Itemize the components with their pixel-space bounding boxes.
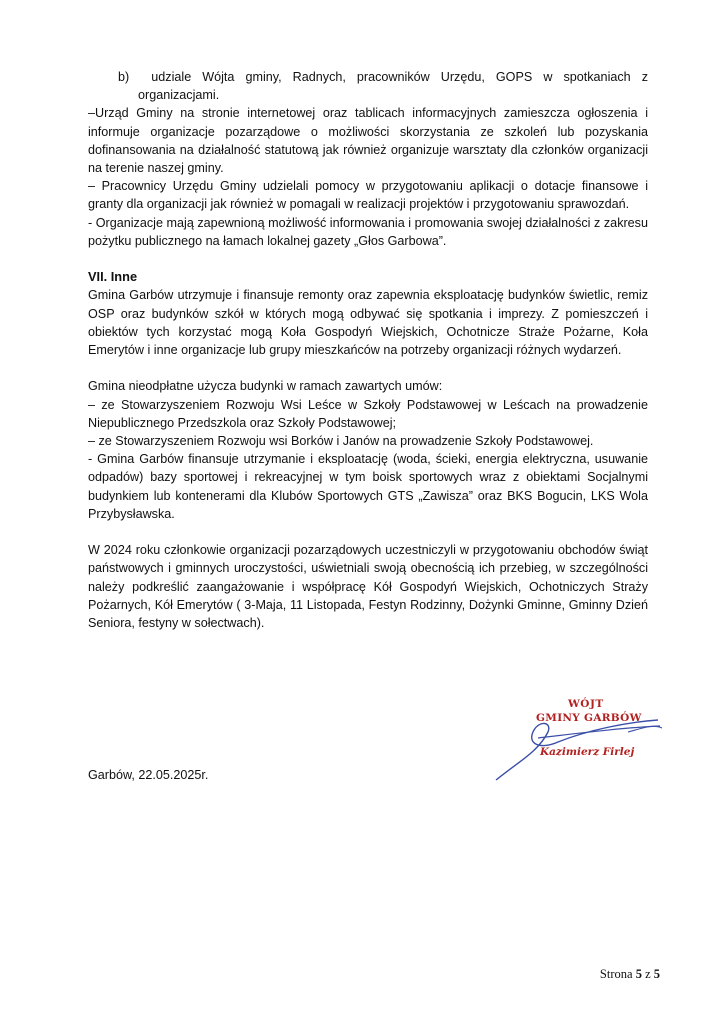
official-stamp — [478, 692, 668, 792]
list-item: – ze Stowarzyszeniem Rozwoju wsi Borków i Janów na prowadzenie Szkoły Podstawowej. — [88, 434, 594, 449]
place-date: Garbów, 22.05.2025r. — [88, 768, 209, 782]
section-heading: VII. Inne — [88, 269, 138, 285]
footer-prefix: Strona — [599, 967, 633, 981]
paragraph: - Organizacje mają zapewnioną możliwość informowania i promowania swojej działalności z zakresu pożytku publicznego na łamach lokalnej gazety „Głos Garbowa”. — [88, 215, 648, 248]
list-item-b — [118, 68, 648, 104]
footer-page: 5 — [635, 967, 642, 981]
stamp-title: WÓJT — [568, 698, 604, 710]
paragraph: – Pracownicy Urzędu Gminy udzielali pomocy w przygotowaniu aplikacji o dotacje finansowe i granty dla organizacji jak również w pomagali w realizacji projektów i przygotowaniu sprawozdań. — [88, 179, 648, 212]
paragraph: –Urząd Gminy na stronie internetowej oraz tablicach informacyjnych zamieszcza ogłoszenia i informuje organizacje pozarządowe o możliwości skorzystania ze szkoleń lub pozyskania dofinansowania na działalność statutową jak również organizuje warsztaty dla członków organizacji na terenie naszej gminy. — [88, 106, 648, 176]
list-item: – ze Stowarzyszeniem Rozwoju Wsi Leśce w Szkoły Podstawowej w Leścach na prowadzenie Niepublicznego Przedszkola oraz Szkoły Podstawowej; — [88, 397, 648, 430]
list-item-text: udziale Wójta gminy, Radnych, pracowników Urzędu, GOPS w spotkaniach z organizacjami. — [138, 70, 649, 103]
list-marker: b) — [118, 70, 130, 84]
page-footer — [600, 967, 660, 982]
stamp-office: GMINY GARBÓW — [536, 712, 642, 724]
stamp-name: Kazimierz Firlej — [540, 746, 635, 758]
paragraph: Gmina nieodpłatne użycza budynki w ramach zawartych umów: — [88, 379, 443, 394]
footer-total: 5 — [653, 967, 660, 981]
paragraph: W 2024 roku członkowie organizacji pozarządowych uczestniczyli w przygotowaniu obchodów świąt państwowych i gminnych uroczystości, uświetniali swoją obecnością ich przebieg, w szczególności należy podkreślić zaangażowanie i współpracę Kół Gospodyń Wiejskich, Ochotniczych Straży Pożarnych, Kół Emerytów ( 3-Maja, 11 Listopada, Festyn Rodzinny, Dożynki Gminne, Gminny Dzień Seniora, festyny w sołectwach). — [88, 543, 648, 631]
document-body — [88, 68, 648, 632]
paragraph: Gmina Garbów utrzymuje i finansuje remonty oraz zapewnia eksploatację budynków świetlic, remiz OSP oraz budynków szkół w których mogą odbywać się spotkania i imprezy. Z pomieszczeń i obiektów tych korzystać mogą Koła Gospodyń Wiejskich, Ochotnicze Straże Pożarne, Koła Emerytów i inne organizacje lub grupy mieszkańców na potrzeby organizacji różnych wydarzeń. — [88, 288, 648, 358]
list-item: - Gmina Garbów finansuje utrzymanie i eksploatację (woda, ścieki, energia elektryczna, usuwanie odpadów) bazy sportowej i rekreacyjnej w tym boisk sportowych wraz z obiektami Socjalnymi budynkiem lub kontenerami dla Klubów Sportowych GTS „Zawisza” oraz BKS Bogucin, LKS Wola Przybysławska. — [88, 452, 648, 521]
footer-sep: z — [645, 967, 651, 981]
